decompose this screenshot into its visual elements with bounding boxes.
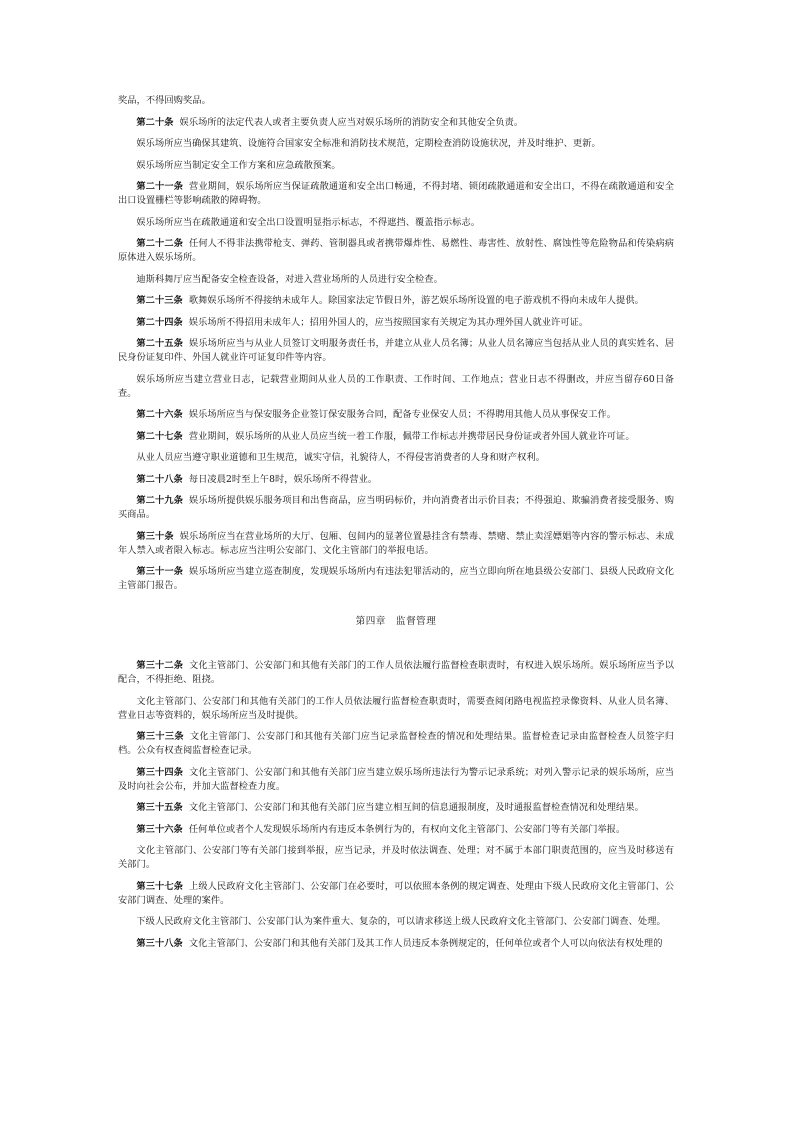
paragraph-text: 文化主管部门、公安部门和其他有关部门应当记录监督检查的情况和处理结果。监督检查记录由监督检查人员签字归档。公众有权查阅监督检查记录。 [118,731,674,756]
article-number: 第二十六条 [136,409,183,420]
article-number: 第二十七条 [136,430,183,442]
paragraph [118,801,674,815]
article-number: 第三十六条 [136,823,183,835]
paragraph-text: 每日凌晨2时至上午8时，娱乐场所不得营业。 [188,473,378,485]
paragraph [118,766,674,794]
article-number: 第二十三条 [136,295,183,306]
paragraph-text: 从业人员应当遵守职业道德和卫生规范，诚实守信，礼貌待人，不得侵害消费者的人身和财产权利。 [136,452,546,463]
article-number: 第二十二条 [136,238,184,249]
paragraph [118,565,674,593]
paragraph-text: 营业期间，娱乐场所的从业人员应当统一着工作服，佩带工作标志并携带居民身份证或者外国人就业许可证。 [188,430,635,442]
article-number: 第二十一条 [136,181,184,192]
paragraph [118,430,674,444]
article-number: 第三十三条 [136,731,184,742]
paragraph-text: 迪斯科舞厅应当配备安全检查设备，对进入营业场所的人员进行安全检查。 [136,273,443,285]
paragraph [118,373,674,401]
paragraph-text: 营业期间，娱乐场所应当保证疏散通道和安全出口畅通，不得封堵、锁闭疏散通道和安全出口，不得在疏散通道和安全出口设置栅栏等影响疏散的障碍物。 [118,181,674,206]
paragraph [118,451,674,465]
paragraph-text: 文化主管部门、公安部门和其他有关部门的工作人员依法履行监督检查职责时，需要查阅闭路电视监控录像资料、从业人员名簿、营业日志等资料的，娱乐场所应当及时提供。 [118,695,674,721]
article-number: 第三十一条 [136,566,184,577]
paragraph [118,937,674,951]
article-number: 第二十八条 [136,473,183,485]
paragraph-text: 上级人民政府文化主管部门、公安部门在必要时，可以依照本条例的规定调查、处理由下级人民政府文化主管部门、公安部门调查、处理的案件。 [118,880,674,906]
paragraph-text: 娱乐场所应当在疏散通道和安全出口设置明显指示标志，不得遮挡、覆盖指示标志。 [136,216,481,228]
paragraph-text: 下级人民政府文化主管部门、公安部门认为案件重大、复杂的，可以请求移送上级人民政府文化主管部门、公安部门调查、处理。 [136,916,666,927]
paragraph-text: 娱乐场所不得招用未成年人；招用外国人的，应当按照国家有关规定为其办理外国人就业许可证。 [188,316,589,328]
paragraph-text: 娱乐场所提供娱乐服务项目和出售商品，应当明码标价，并向消费者出示价目表；不得强迫、欺骗消费者接受服务、购买商品。 [118,495,674,520]
paragraph [118,159,674,173]
paragraph [118,730,674,758]
paragraph [118,695,674,723]
paragraph-text: 文化主管部门、公安部门和其他有关部门的工作人员依法履行监督检查职责时，有权进入娱乐场所。娱乐场所应当予以配合，不得拒绝、阻挠。 [118,660,674,685]
article-number: 第三十七条 [136,880,184,892]
paragraph [118,915,674,929]
paragraph [118,116,674,130]
paragraph-text: 任何人不得非法携带枪支、弹药、管制器具或者携带爆炸性、易燃性、毒害性、放射性、腐蚀性等危险物品和传染病病原体进入娱乐场所。 [118,238,674,263]
paragraph [118,337,674,365]
article-number: 第三十条 [136,530,174,542]
paragraph-text: 文化主管部门、公安部门等有关部门接到举报，应当记录，并及时依法调查、处理；对不属于本部门职责范围的，应当及时移送有关部门。 [118,845,674,870]
article-number: 第三十二条 [136,660,184,671]
paragraph [118,216,674,230]
article-number: 第二十九条 [136,495,184,506]
paragraph-text: 娱乐场所应当制定安全工作方案和应急疏散预案。 [136,159,341,171]
article-number: 第二十五条 [136,338,184,349]
paragraph-text: 任何单位或者个人发现娱乐场所内有违反本条例行为的，有权向文化主管部门、公安部门等有关部门举报。 [188,823,626,835]
chapter-heading: 第四章 监督管理 [355,616,437,627]
paragraph-text: 娱乐场所的法定代表人或者主要负责人应当对娱乐场所的消防安全和其他安全负责。 [179,116,524,128]
article-number: 第三十四条 [136,766,184,778]
paragraph-text: 文化主管部门、公安部门和其他有关部门应当建立娱乐场所违法行为警示记录系统；对列入警示记录的娱乐场所，应当及时向社会公布，并加大监督检查力度。 [118,766,674,792]
paragraph [118,844,674,872]
paragraph-text: 文化主管部门、公安部门和其他有关部门应当建立相互间的信息通报制度，及时通报监督检查情况和处理结果。 [188,802,644,813]
chapter-three-tail [118,94,674,593]
chapter-four-body [118,659,674,951]
paragraph-text: 娱乐场所应当与从业人员签订文明服务责任书，并建立从业人员名簿；从业人员名簿应当包括从业人员的真实姓名、居民身份证复印件、外国人就业许可证复印件等内容。 [118,338,674,363]
paragraph [118,273,674,287]
paragraph [118,494,674,522]
paragraph [118,180,674,208]
paragraph [118,823,674,837]
article-number: 第三十八条 [136,937,183,949]
paragraph [118,137,674,151]
article-number: 第三十五条 [136,802,183,813]
paragraph-text: 娱乐场所应当建立营业日志，记载营业期间从业人员的工作职责、工作时间、工作地点；营业日志不得删改，并应当留存60日备查。 [118,373,674,399]
paragraph [118,94,674,108]
article-number: 第二十条 [136,116,174,128]
paragraph-text: 娱乐场所应当在营业场所的大厅、包厢、包间内的显著位置悬挂含有禁毒、禁赌、禁止卖淫嫖娼等内容的警示标志、未成年人禁入或者限入标志。标志应当注明公安部门、文化主管部门的举报电话。 [118,530,674,556]
paragraph-text: 娱乐场所应当建立巡查制度，发现娱乐场所内有违法犯罪活动的，应当立即向所在地县级公安部门、县级人民政府文化主管部门报告。 [118,566,674,591]
article-number: 第二十四条 [136,316,183,328]
paragraph [118,237,674,265]
paragraph [118,880,674,908]
regulation-text [118,94,674,958]
paragraph-text: 娱乐场所应当确保其建筑、设施符合国家安全标准和消防技术规范，定期检查消防设施状况，并及时维护、更新。 [136,138,601,149]
paragraph-text: 文化主管部门、公安部门和其他有关部门及其工作人员违反本条例规定的，任何单位或者个人可以向依法有权处理的 [188,937,663,949]
paragraph [118,316,674,330]
paragraph [118,659,674,687]
paragraph [118,530,674,558]
paragraph [118,408,674,422]
paragraph-text: 奖品，不得回购奖品。 [118,95,211,106]
paragraph-text: 歌舞娱乐场所不得接纳未成年人。除国家法定节假日外，游艺娱乐场所设置的电子游戏机不得向未成年人提供。 [188,295,644,306]
paragraph [118,473,674,487]
paragraph-text: 娱乐场所应当与保安服务企业签订保安服务合同，配备专业保安人员；不得聘用其他人员从事保安工作。 [188,409,617,420]
paragraph [118,294,674,308]
